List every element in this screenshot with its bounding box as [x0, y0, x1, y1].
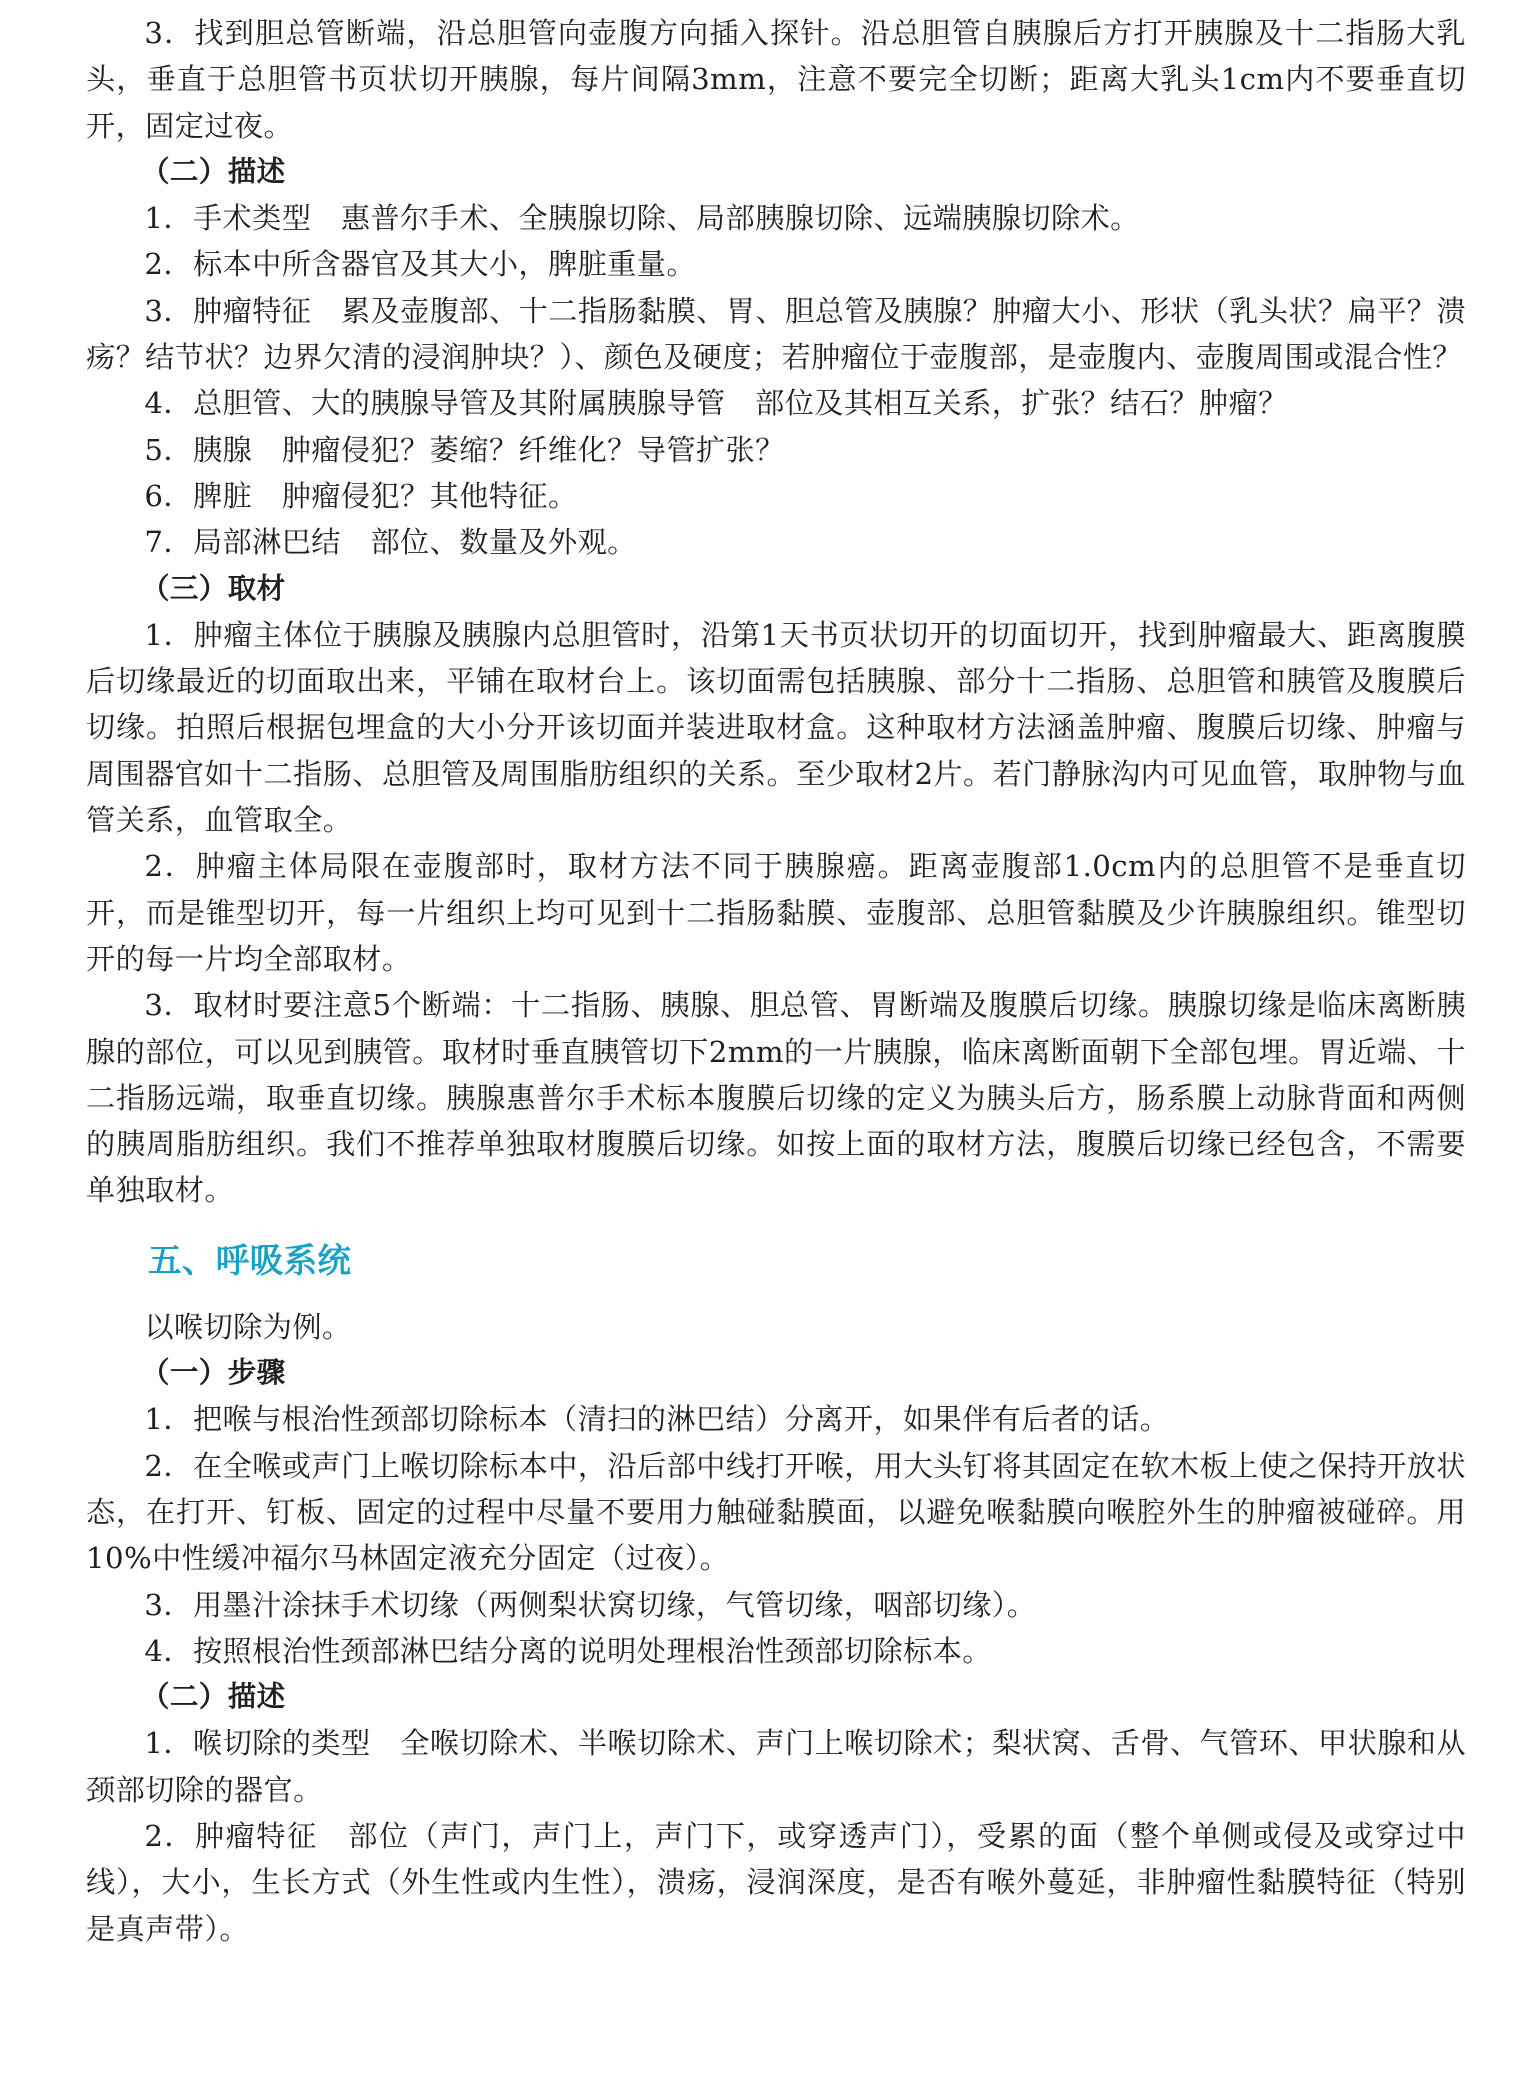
paragraph: 2．肿瘤特征 部位（声门，声门上，声门下，或穿透声门），受累的面（整个单侧或侵及或穿过中线），大小，生长方式（外生性或内生性），溃疡，浸润深度，是否有喉外蔓延，非肿瘤性黏膜特征（特别是真声带）。 [86, 1818, 1466, 1946]
paragraph: 4．总胆管、大的胰腺导管及其附属胰腺导管 部位及其相互关系，扩张？结石？肿瘤？ [144, 386, 1288, 421]
paragraph: 4．按照根治性颈部淋巴结分离的说明处理根治性颈部切除标本。 [144, 1633, 992, 1668]
paragraph: 以喉切除为例。 [144, 1309, 352, 1344]
paragraph: 2．肿瘤主体局限在壶腹部时，取材方法不同于胰腺癌。距离壶腹部1.0cm内的总胆管不是垂直切开，而是锥型切开，每一片组织上均可见到十二指肠黏膜、壶腹部、总胆管黏膜及少许胰腺组织。锥型切开的每一片均全部取材。 [86, 849, 1466, 976]
subheading-description: （二）描述 [141, 154, 286, 188]
document-page [86, 10, 1466, 1952]
subheading-description: （二）描述 [141, 1680, 286, 1714]
paragraph: 1．喉切除的类型 全喉切除术、半喉切除术、声门上喉切除术；梨状窝、舌骨、气管环、甲状腺和从颈部切除的器官。 [86, 1726, 1466, 1807]
paragraph: 2．在全喉或声门上喉切除标本中，沿后部中线打开喉，用大头钉将其固定在软木板上使之保持开放状态，在打开、钉板、固定的过程中尽量不要用力触碰黏膜面，以避免喉黏膜向喉腔外生的肿瘤被碰碎。用10%中性缓冲福尔马林固定液充分固定（过夜）。 [86, 1448, 1466, 1576]
subheading-sampling: （三）取材 [141, 571, 286, 605]
paragraph: 1．把喉与根治性颈部切除标本（清扫的淋巴结）分离开，如果伴有后者的话。 [144, 1402, 1170, 1437]
block-respiratory [86, 1304, 1466, 1952]
paragraph: 6．脾脏 肿瘤侵犯？其他特征。 [144, 478, 578, 513]
subheading-steps: （一）步骤 [141, 1356, 286, 1390]
paragraph: 3．用墨汁涂抹手术切缘（两侧梨状窝切缘，气管切缘，咽部切缘）。 [144, 1587, 1037, 1622]
block-pancreas-continued [86, 10, 1466, 1214]
section-title-respiratory: 五、呼吸系统 [148, 1240, 352, 1280]
paragraph: 7．局部淋巴结 部位、数量及外观。 [144, 525, 637, 560]
paragraph: 3．取材时要注意5个断端：十二指肠、胰腺、胆总管、胃断端及腹膜后切缘。胰腺切缘是临床离断胰腺的部位，可以见到胰管。取材时垂直胰管切下2mm的一片胰腺，临床离断面朝下全部包埋。胃近端、十二指肠远端，取垂直切缘。胰腺惠普尔手术标本腹膜后切缘的定义为胰头后方，肠系膜上动脉背面和两侧的胰周脂肪组织。我们不推荐单独取材腹膜后切缘。如按上面的取材方法，腹膜后切缘已经包含，不需要单独取材。 [86, 988, 1466, 1208]
paragraph: 1．肿瘤主体位于胰腺及胰腺内总胆管时，沿第1天书页状切开的切面切开，找到肿瘤最大、距离腹膜后切缘最近的切面取出来，平铺在取材台上。该切面需包括胰腺、部分十二指肠、总胆管和胰管及腹膜后切缘。拍照后根据包埋盒的大小分开该切面并装进取材盒。这种取材方法涵盖肿瘤、腹膜后切缘、肿瘤与周围器官如十二指肠、总胆管及周围脂肪组织的关系。至少取材2片。若门静脉沟内可见血管，取肿物与血管关系，血管取全。 [86, 617, 1466, 838]
paragraph: 3．找到胆总管断端，沿总胆管向壶腹方向插入探针。沿总胆管自胰腺后方打开胰腺及十二指肠大乳头，垂直于总胆管书页状切开胰腺，每片间隔3mm，注意不要完全切断；距离大乳头1cm内不要垂直切开，固定过夜。 [86, 16, 1466, 143]
paragraph: 2．标本中所含器官及其大小，脾脏重量。 [144, 247, 696, 282]
paragraph: 5．胰腺 肿瘤侵犯？萎缩？纤维化？导管扩张？ [144, 432, 785, 467]
paragraph: 1．手术类型 惠普尔手术、全胰腺切除、局部胰腺切除、远端胰腺切除术。 [144, 201, 1140, 236]
paragraph: 3．肿瘤特征 累及壶腹部、十二指肠黏膜、胃、胆总管及胰腺？肿瘤大小、形状（乳头状？扁平？溃疡？结节状？边界欠清的浸润肿块？）、颜色及硬度；若肿瘤位于壶腹部，是壶腹内、壶腹周围或混合性？ [86, 293, 1466, 375]
